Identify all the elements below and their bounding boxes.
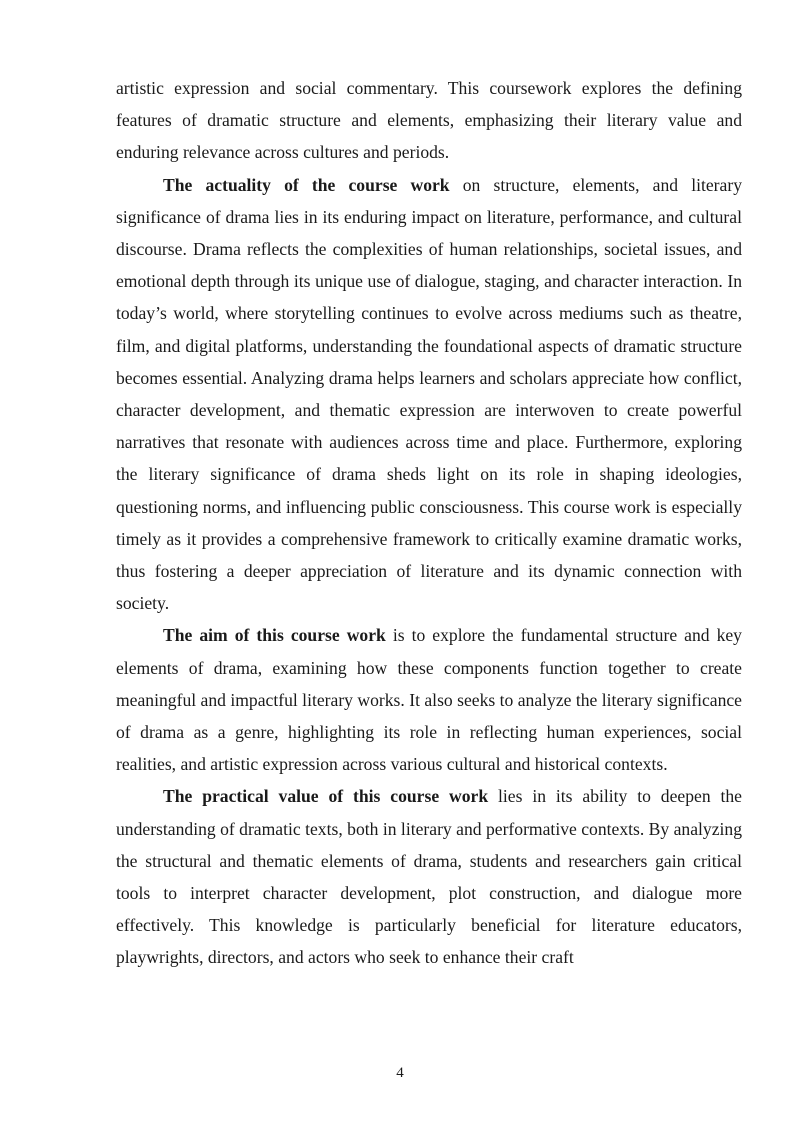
paragraph-text: on structure, elements, and literary significance of drama lies in its enduring impact on literature, performance, and cultural discourse. Drama reflects the complexities of human relationships, societal issues, and emotional depth through its unique use of dialogue, staging, and character interaction. In today’s world, where storytelling continues to evolve across mediums such as theatre, film, and digital platforms, understanding the foundational aspects of dramatic structure becomes essential. Analyzing drama helps learners and scholars appreciate how conflict, character development, and thematic expression are interwoven to create powerful narratives that resonate with audiences across time and place. Furthermore, exploring the literary significance of drama sheds light on its role in shaping ideologies, questioning norms, and influencing public consciousness. This course work is especially timely as it provides a comprehensive framework to critically examine dramatic works, thus fostering a deeper appreciation of literature and its dynamic connection with society. — [116, 174, 742, 614]
paragraph-lead: The actuality of the course work — [163, 174, 450, 195]
paragraph-aim — [116, 619, 742, 780]
paragraph-lead: The aim of this course work — [163, 625, 386, 646]
paragraph-text: lies in its ability to deepen the understanding of dramatic texts, both in literary and performative contexts. By analyzing the structural and thematic elements of drama, students and researchers gain critical tools to interpret character development, plot construction, and dialogue more effectively. This knowledge is particularly beneficial for literature educators, playwrights, directors, and actors who seek to enhance their craft — [116, 786, 742, 968]
paragraph-actuality — [116, 169, 742, 620]
paragraph-lead: The practical value of this course work — [163, 786, 489, 807]
body-text — [116, 72, 742, 974]
paragraph-practical-value — [116, 780, 742, 973]
paragraph-text: is to explore the fundamental structure and key elements of drama, examining how these components function together to create meaningful and impactful literary works. It also seeks to analyze the literary significance of drama as a genre, highlighting its role in reflecting human experiences, social realities, and artistic expression across various cultural and historical contexts. — [116, 625, 742, 775]
page-number: 4 — [396, 1065, 404, 1081]
paragraph-text: artistic expression and social commentary. This coursework explores the defining features of dramatic structure and elements, emphasizing their literary value and enduring relevance across cultures and periods. — [116, 78, 742, 163]
paragraph-continuation — [116, 72, 742, 169]
